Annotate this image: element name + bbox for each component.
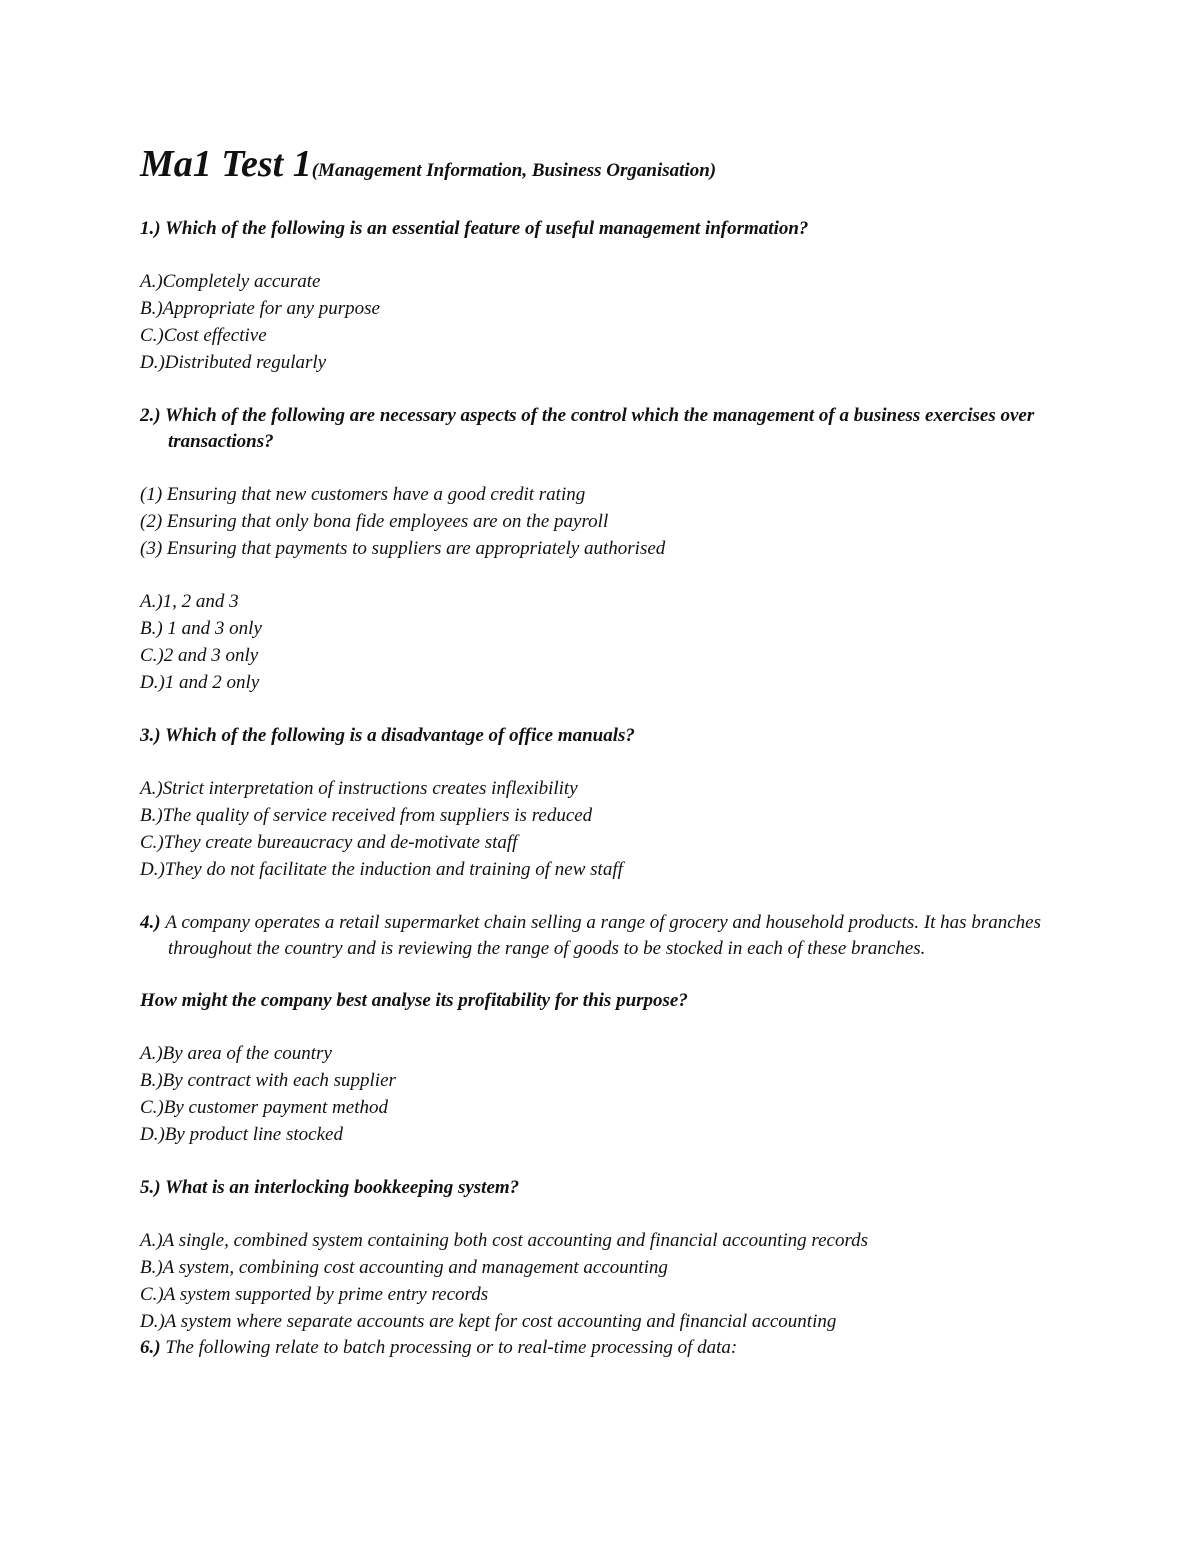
question-number: 2.) <box>140 405 161 426</box>
document-page <box>140 140 1070 1361</box>
question-number: 1.) <box>140 218 161 239</box>
question-stem: Which of the following is a disadvantage of office manuals? <box>165 725 635 746</box>
question-stem: Which of the following are necessary aspects of the control which the management of a business exercises over transactions? <box>165 405 1035 452</box>
option-d: D.)A system where separate accounts are kept for cost accounting and financial accounting <box>140 1311 837 1332</box>
title-subtitle: (Management Information, Business Organisation) <box>311 160 717 181</box>
question-4-options <box>140 1040 1070 1148</box>
question-1 <box>140 216 1070 242</box>
question-stem: Which of the following is an essential feature of useful management information? <box>165 218 809 239</box>
question-3-options <box>140 775 1070 883</box>
option-c: C.)They create bureaucracy and de-motivate staff <box>140 832 518 853</box>
option-b: B.)Appropriate for any purpose <box>140 298 380 319</box>
option-c: C.)Cost effective <box>140 325 267 346</box>
question-2-options <box>140 588 1070 696</box>
option-a: A.)Strict interpretation of instructions creates inflexibility <box>140 778 578 799</box>
option-b: B.)By contract with each supplier <box>140 1070 396 1091</box>
option-a: A.)A single, combined system containing both cost accounting and financial accounting records <box>140 1230 869 1251</box>
option-d: D.)They do not facilitate the induction and training of new staff <box>140 859 623 880</box>
option-a: A.)By area of the country <box>140 1043 332 1064</box>
question-stem: What is an interlocking bookkeeping system? <box>165 1177 520 1198</box>
question-number: 3.) <box>140 725 161 746</box>
question-number: 5.) <box>140 1177 161 1198</box>
question-5-options <box>140 1227 1070 1335</box>
option-b: B.)The quality of service received from suppliers is reduced <box>140 805 593 826</box>
question-6 <box>140 1335 1070 1361</box>
question-4-prompt: How might the company best analyse its profitability for this purpose? <box>140 990 688 1011</box>
question-number: 4.) <box>140 912 161 933</box>
option-a: A.)Completely accurate <box>140 271 321 292</box>
option-d: D.)Distributed regularly <box>140 352 327 373</box>
option-c: C.)By customer payment method <box>140 1097 388 1118</box>
option-b: B.)A system, combining cost accounting and management accounting <box>140 1257 668 1278</box>
question-4 <box>140 910 1070 962</box>
question-number: 6.) <box>140 1337 161 1358</box>
option-a: A.)1, 2 and 3 <box>140 591 239 612</box>
document-title <box>140 140 1070 196</box>
question-1-options <box>140 268 1070 376</box>
question-stem: A company operates a retail supermarket chain selling a range of grocery and household products. It has branches throughout the country and is reviewing the range of goods to be stocked in each of these branches. <box>165 912 1041 959</box>
question-5 <box>140 1175 1070 1201</box>
question-3 <box>140 723 1070 749</box>
option-c: C.)2 and 3 only <box>140 645 259 666</box>
option-c: C.)A system supported by prime entry records <box>140 1284 489 1305</box>
question-2 <box>140 403 1070 455</box>
statement-2: (2) Ensuring that only bona fide employees are on the payroll <box>140 511 609 532</box>
option-d: D.)By product line stocked <box>140 1124 343 1145</box>
question-stem: The following relate to batch processing or to real-time processing of data: <box>165 1337 738 1358</box>
statement-1: (1) Ensuring that new customers have a good credit rating <box>140 484 586 505</box>
statement-3: (3) Ensuring that payments to suppliers are appropriately authorised <box>140 538 666 559</box>
question-2-statements <box>140 481 1070 562</box>
option-d: D.)1 and 2 only <box>140 672 260 693</box>
title-main: Ma1 Test 1 <box>140 143 312 185</box>
option-b: B.) 1 and 3 only <box>140 618 262 639</box>
